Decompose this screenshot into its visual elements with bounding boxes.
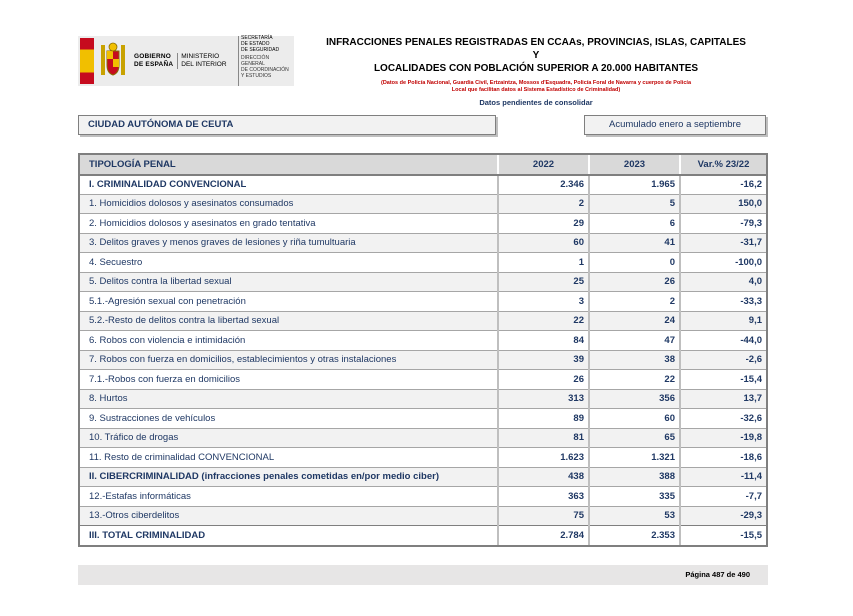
document-header bbox=[78, 36, 768, 106]
cell-2023: 41 bbox=[589, 233, 680, 253]
table-row bbox=[80, 506, 766, 526]
row-label: 7. Robos con fuerza en domicilios, establecimientos y otras instalaciones bbox=[80, 350, 498, 370]
page-number: Página 487 de 490 bbox=[685, 570, 750, 579]
row-label: 7.1.-Robos con fuerza en domicilios bbox=[80, 370, 498, 390]
cell-variation: 9,1 bbox=[680, 311, 766, 331]
row-label: 4. Secuestro bbox=[80, 253, 498, 273]
cell-variation: -15,5 bbox=[680, 526, 766, 546]
row-label: 12.-Estafas informáticas bbox=[80, 487, 498, 507]
cell-variation: -11,4 bbox=[680, 467, 766, 487]
row-label: 8. Hurtos bbox=[80, 389, 498, 409]
cell-variation: 150,0 bbox=[680, 194, 766, 214]
table-row bbox=[80, 292, 766, 312]
cell-2022: 60 bbox=[498, 233, 589, 253]
cell-2023: 1.965 bbox=[589, 175, 680, 195]
cell-variation: -15,4 bbox=[680, 370, 766, 390]
cell-2023: 53 bbox=[589, 506, 680, 526]
cell-variation: 13,7 bbox=[680, 389, 766, 409]
cell-2023: 356 bbox=[589, 389, 680, 409]
table-row bbox=[80, 448, 766, 468]
period-label: Acumulado enero a septiembre bbox=[584, 115, 766, 135]
header-2022: 2022 bbox=[498, 155, 589, 175]
cell-2022: 22 bbox=[498, 311, 589, 331]
cell-2022: 75 bbox=[498, 506, 589, 526]
coat-of-arms-icon bbox=[98, 40, 128, 82]
cell-2022: 2 bbox=[498, 194, 589, 214]
cell-2023: 65 bbox=[589, 428, 680, 448]
table-row bbox=[80, 194, 766, 214]
table-row bbox=[80, 428, 766, 448]
cell-2022: 3 bbox=[498, 292, 589, 312]
row-label: III. TOTAL CRIMINALIDAD bbox=[80, 526, 498, 546]
table-row bbox=[80, 233, 766, 253]
page-footer bbox=[78, 565, 768, 585]
cell-2022: 29 bbox=[498, 214, 589, 234]
row-label: 1. Homicidios dolosos y asesinatos consumados bbox=[80, 194, 498, 214]
ministry-name: MINISTERIO DEL INTERIOR bbox=[177, 53, 226, 69]
row-label: 5.1.-Agresión sexual con penetración bbox=[80, 292, 498, 312]
cell-2023: 26 bbox=[589, 272, 680, 292]
source-note: (Datos de Policía Nacional, Guardia Civil, Ertzaintza, Mossos d'Esquadra, Policía Foral de Navarra y cuerpos de Policía Local que facilitan datos al Sistema Estadístico de Criminalidad) bbox=[380, 80, 692, 93]
row-label: 10. Tráfico de drogas bbox=[80, 428, 498, 448]
table-row bbox=[80, 370, 766, 390]
table-row bbox=[80, 331, 766, 351]
cell-2023: 47 bbox=[589, 331, 680, 351]
cell-variation: 4,0 bbox=[680, 272, 766, 292]
row-label: 2. Homicidios dolosos y asesinatos en grado tentativa bbox=[80, 214, 498, 234]
cell-2022: 1 bbox=[498, 253, 589, 273]
government-logo bbox=[78, 36, 294, 86]
government-name: GOBIERNO DE ESPAÑA bbox=[134, 53, 174, 68]
cell-2022: 1.623 bbox=[498, 448, 589, 468]
table-row bbox=[80, 214, 766, 234]
header-tipologia: TIPOLOGÍA PENAL bbox=[80, 155, 498, 175]
table-row bbox=[80, 467, 766, 487]
cell-2022: 2.784 bbox=[498, 526, 589, 546]
cell-2023: 5 bbox=[589, 194, 680, 214]
secretariat-name: SECRETARÍA DE ESTADO DE SEGURIDAD DIRECCIÓN GENERAL DE COORDINACIÓN Y ESTUDIOS bbox=[238, 36, 294, 86]
cell-2023: 24 bbox=[589, 311, 680, 331]
cell-variation: -16,2 bbox=[680, 175, 766, 195]
table-body bbox=[80, 175, 766, 546]
cell-2023: 335 bbox=[589, 487, 680, 507]
header-variation: Var.% 23/22 bbox=[680, 155, 766, 175]
pending-note: Datos pendientes de consolidar bbox=[479, 98, 593, 107]
cell-2023: 2 bbox=[589, 292, 680, 312]
table-row bbox=[80, 409, 766, 429]
cell-variation: -29,3 bbox=[680, 506, 766, 526]
cell-2023: 2.353 bbox=[589, 526, 680, 546]
cell-2022: 84 bbox=[498, 331, 589, 351]
table-header-row bbox=[80, 155, 766, 175]
row-label: 3. Delitos graves y menos graves de lesiones y riña tumultuaria bbox=[80, 233, 498, 253]
row-label: 11. Resto de criminalidad CONVENCIONAL bbox=[80, 448, 498, 468]
row-label: 13.-Otros ciberdelitos bbox=[80, 506, 498, 526]
row-label: II. CIBERCRIMINALIDAD (infracciones penales cometidas en/por medio ciber) bbox=[80, 467, 498, 487]
crime-table bbox=[78, 153, 768, 547]
table-row bbox=[80, 272, 766, 292]
table-row bbox=[80, 350, 766, 370]
row-label: 6. Robos con violencia e intimidación bbox=[80, 331, 498, 351]
cell-variation: -44,0 bbox=[680, 331, 766, 351]
cell-2023: 1.321 bbox=[589, 448, 680, 468]
cell-2023: 38 bbox=[589, 350, 680, 370]
cell-2022: 81 bbox=[498, 428, 589, 448]
cell-variation: -33,3 bbox=[680, 292, 766, 312]
cell-variation: -7,7 bbox=[680, 487, 766, 507]
table-row bbox=[80, 311, 766, 331]
header-2023: 2023 bbox=[589, 155, 680, 175]
table-row bbox=[80, 389, 766, 409]
cell-2022: 438 bbox=[498, 467, 589, 487]
table-row bbox=[80, 253, 766, 273]
cell-variation: -31,7 bbox=[680, 233, 766, 253]
row-label: 9. Sustracciones de vehículos bbox=[80, 409, 498, 429]
cell-2023: 0 bbox=[589, 253, 680, 273]
table-row bbox=[80, 487, 766, 507]
cell-variation: -19,8 bbox=[680, 428, 766, 448]
cell-variation: -79,3 bbox=[680, 214, 766, 234]
cell-2022: 313 bbox=[498, 389, 589, 409]
cell-2022: 26 bbox=[498, 370, 589, 390]
cell-variation: -100,0 bbox=[680, 253, 766, 273]
title-area bbox=[326, 36, 746, 107]
row-label: I. CRIMINALIDAD CONVENCIONAL bbox=[80, 175, 498, 195]
spanish-flag-icon bbox=[80, 38, 94, 84]
cell-2022: 363 bbox=[498, 487, 589, 507]
cell-2022: 39 bbox=[498, 350, 589, 370]
cell-variation: -2,6 bbox=[680, 350, 766, 370]
row-label: 5. Delitos contra la libertad sexual bbox=[80, 272, 498, 292]
cell-2022: 89 bbox=[498, 409, 589, 429]
cell-2023: 388 bbox=[589, 467, 680, 487]
row-label: 5.2.-Resto de delitos contra la libertad sexual bbox=[80, 311, 498, 331]
cell-variation: -32,6 bbox=[680, 409, 766, 429]
cell-2023: 60 bbox=[589, 409, 680, 429]
document-title: INFRACCIONES PENALES REGISTRADAS EN CCAAs, PROVINCIAS, ISLAS, CAPITALES Y LOCALIDADES CON POBLACIÓN SUPERIOR A 20.000 HABITANTES bbox=[326, 37, 746, 74]
cell-2023: 22 bbox=[589, 370, 680, 390]
cell-2022: 25 bbox=[498, 272, 589, 292]
region-label: CIUDAD AUTÓNOMA DE CEUTA bbox=[78, 115, 496, 135]
cell-2022: 2.346 bbox=[498, 175, 589, 195]
table-row bbox=[80, 175, 766, 195]
cell-variation: -18,6 bbox=[680, 448, 766, 468]
directorate-name: DIRECCIÓN GENERAL DE COORDINACIÓN Y ESTUDIOS bbox=[241, 55, 289, 79]
table-row bbox=[80, 526, 766, 546]
cell-2023: 6 bbox=[589, 214, 680, 234]
